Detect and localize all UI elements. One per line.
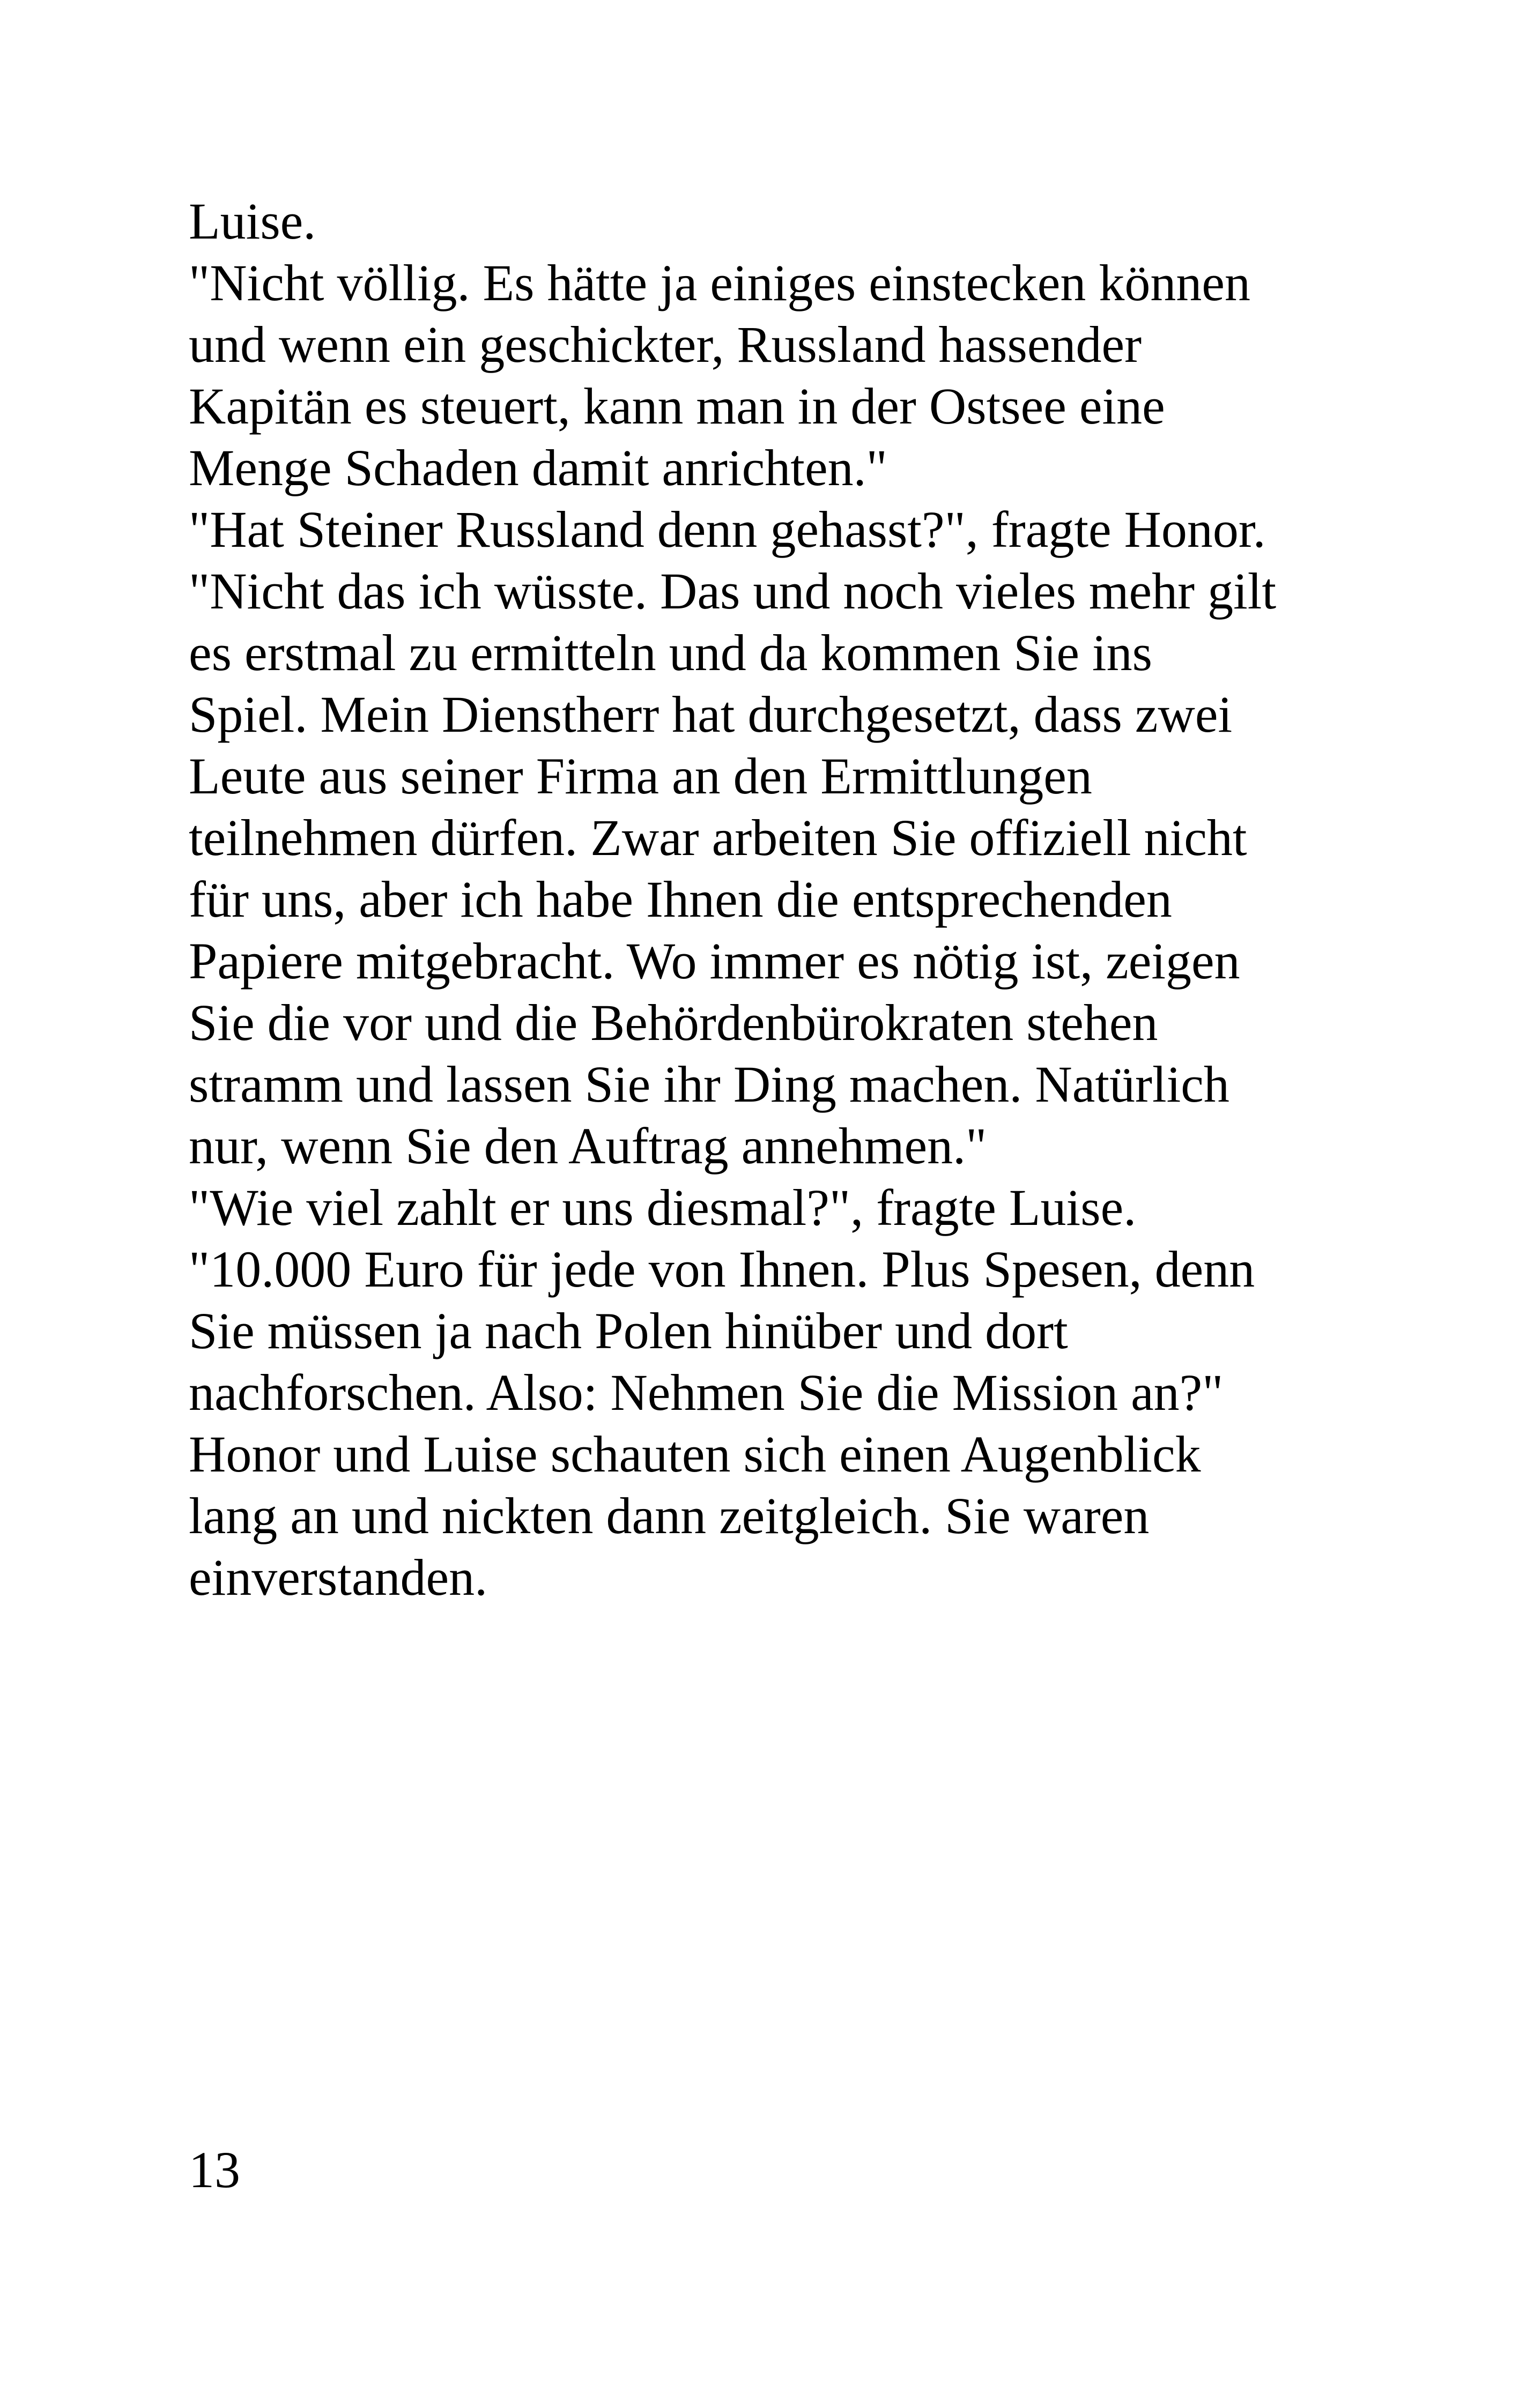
text-line: Luise. xyxy=(189,192,316,250)
text-line: Leute aus seiner Firma an den Ermittlungen xyxy=(189,747,1092,805)
page-number: 13 xyxy=(189,2141,240,2198)
text-line: Spiel. Mein Dienstherr hat durchgesetzt, dass zwei xyxy=(189,686,1233,743)
text-line: lang an und nickten dann zeitgleich. Sie waren xyxy=(189,1487,1150,1544)
text-line: Sie die vor und die Behördenbürokraten stehen xyxy=(189,994,1158,1051)
text-line: "Nicht völlig. Es hätte ja einiges einstecken können xyxy=(189,254,1250,311)
text-line: es erstmal zu ermitteln und da kommen Sie ins xyxy=(189,624,1152,681)
text-line: "Wie viel zahlt er uns diesmal?", fragte Luise. xyxy=(189,1179,1137,1236)
text-line: Kapitän es steuert, kann man in der Ostsee eine xyxy=(189,377,1165,435)
text-line: einverstanden. xyxy=(189,1549,488,1606)
text-line: nachforschen. Also: Nehmen Sie die Mission an?" xyxy=(189,1364,1224,1421)
text-line: Honor und Luise schauten sich einen Augenblick xyxy=(189,1425,1201,1483)
text-line: Menge Schaden damit anrichten." xyxy=(189,439,887,496)
text-line: teilnehmen dürfen. Zwar arbeiten Sie offiziell nicht xyxy=(189,809,1247,866)
body-text xyxy=(189,190,1368,1608)
text-line: stramm und lassen Sie ihr Ding machen. Natürlich xyxy=(189,1056,1229,1113)
text-line: Papiere mitgebracht. Wo immer es nötig ist, zeigen xyxy=(189,932,1240,990)
text-line: Sie müssen ja nach Polen hinüber und dort xyxy=(189,1302,1068,1359)
text-line: nur, wenn Sie den Auftrag annehmen." xyxy=(189,1117,987,1175)
text-line: "Hat Steiner Russland denn gehasst?", fragte Honor. xyxy=(189,501,1266,558)
text-line: für uns, aber ich habe Ihnen die entsprechenden xyxy=(189,871,1172,928)
text-line: und wenn ein geschickter, Russland hassender xyxy=(189,316,1142,373)
text-line: "10.000 Euro für jede von Ihnen. Plus Spesen, denn xyxy=(189,1240,1255,1298)
text-line: "Nicht das ich wüsste. Das und noch vieles mehr gilt xyxy=(189,562,1277,620)
